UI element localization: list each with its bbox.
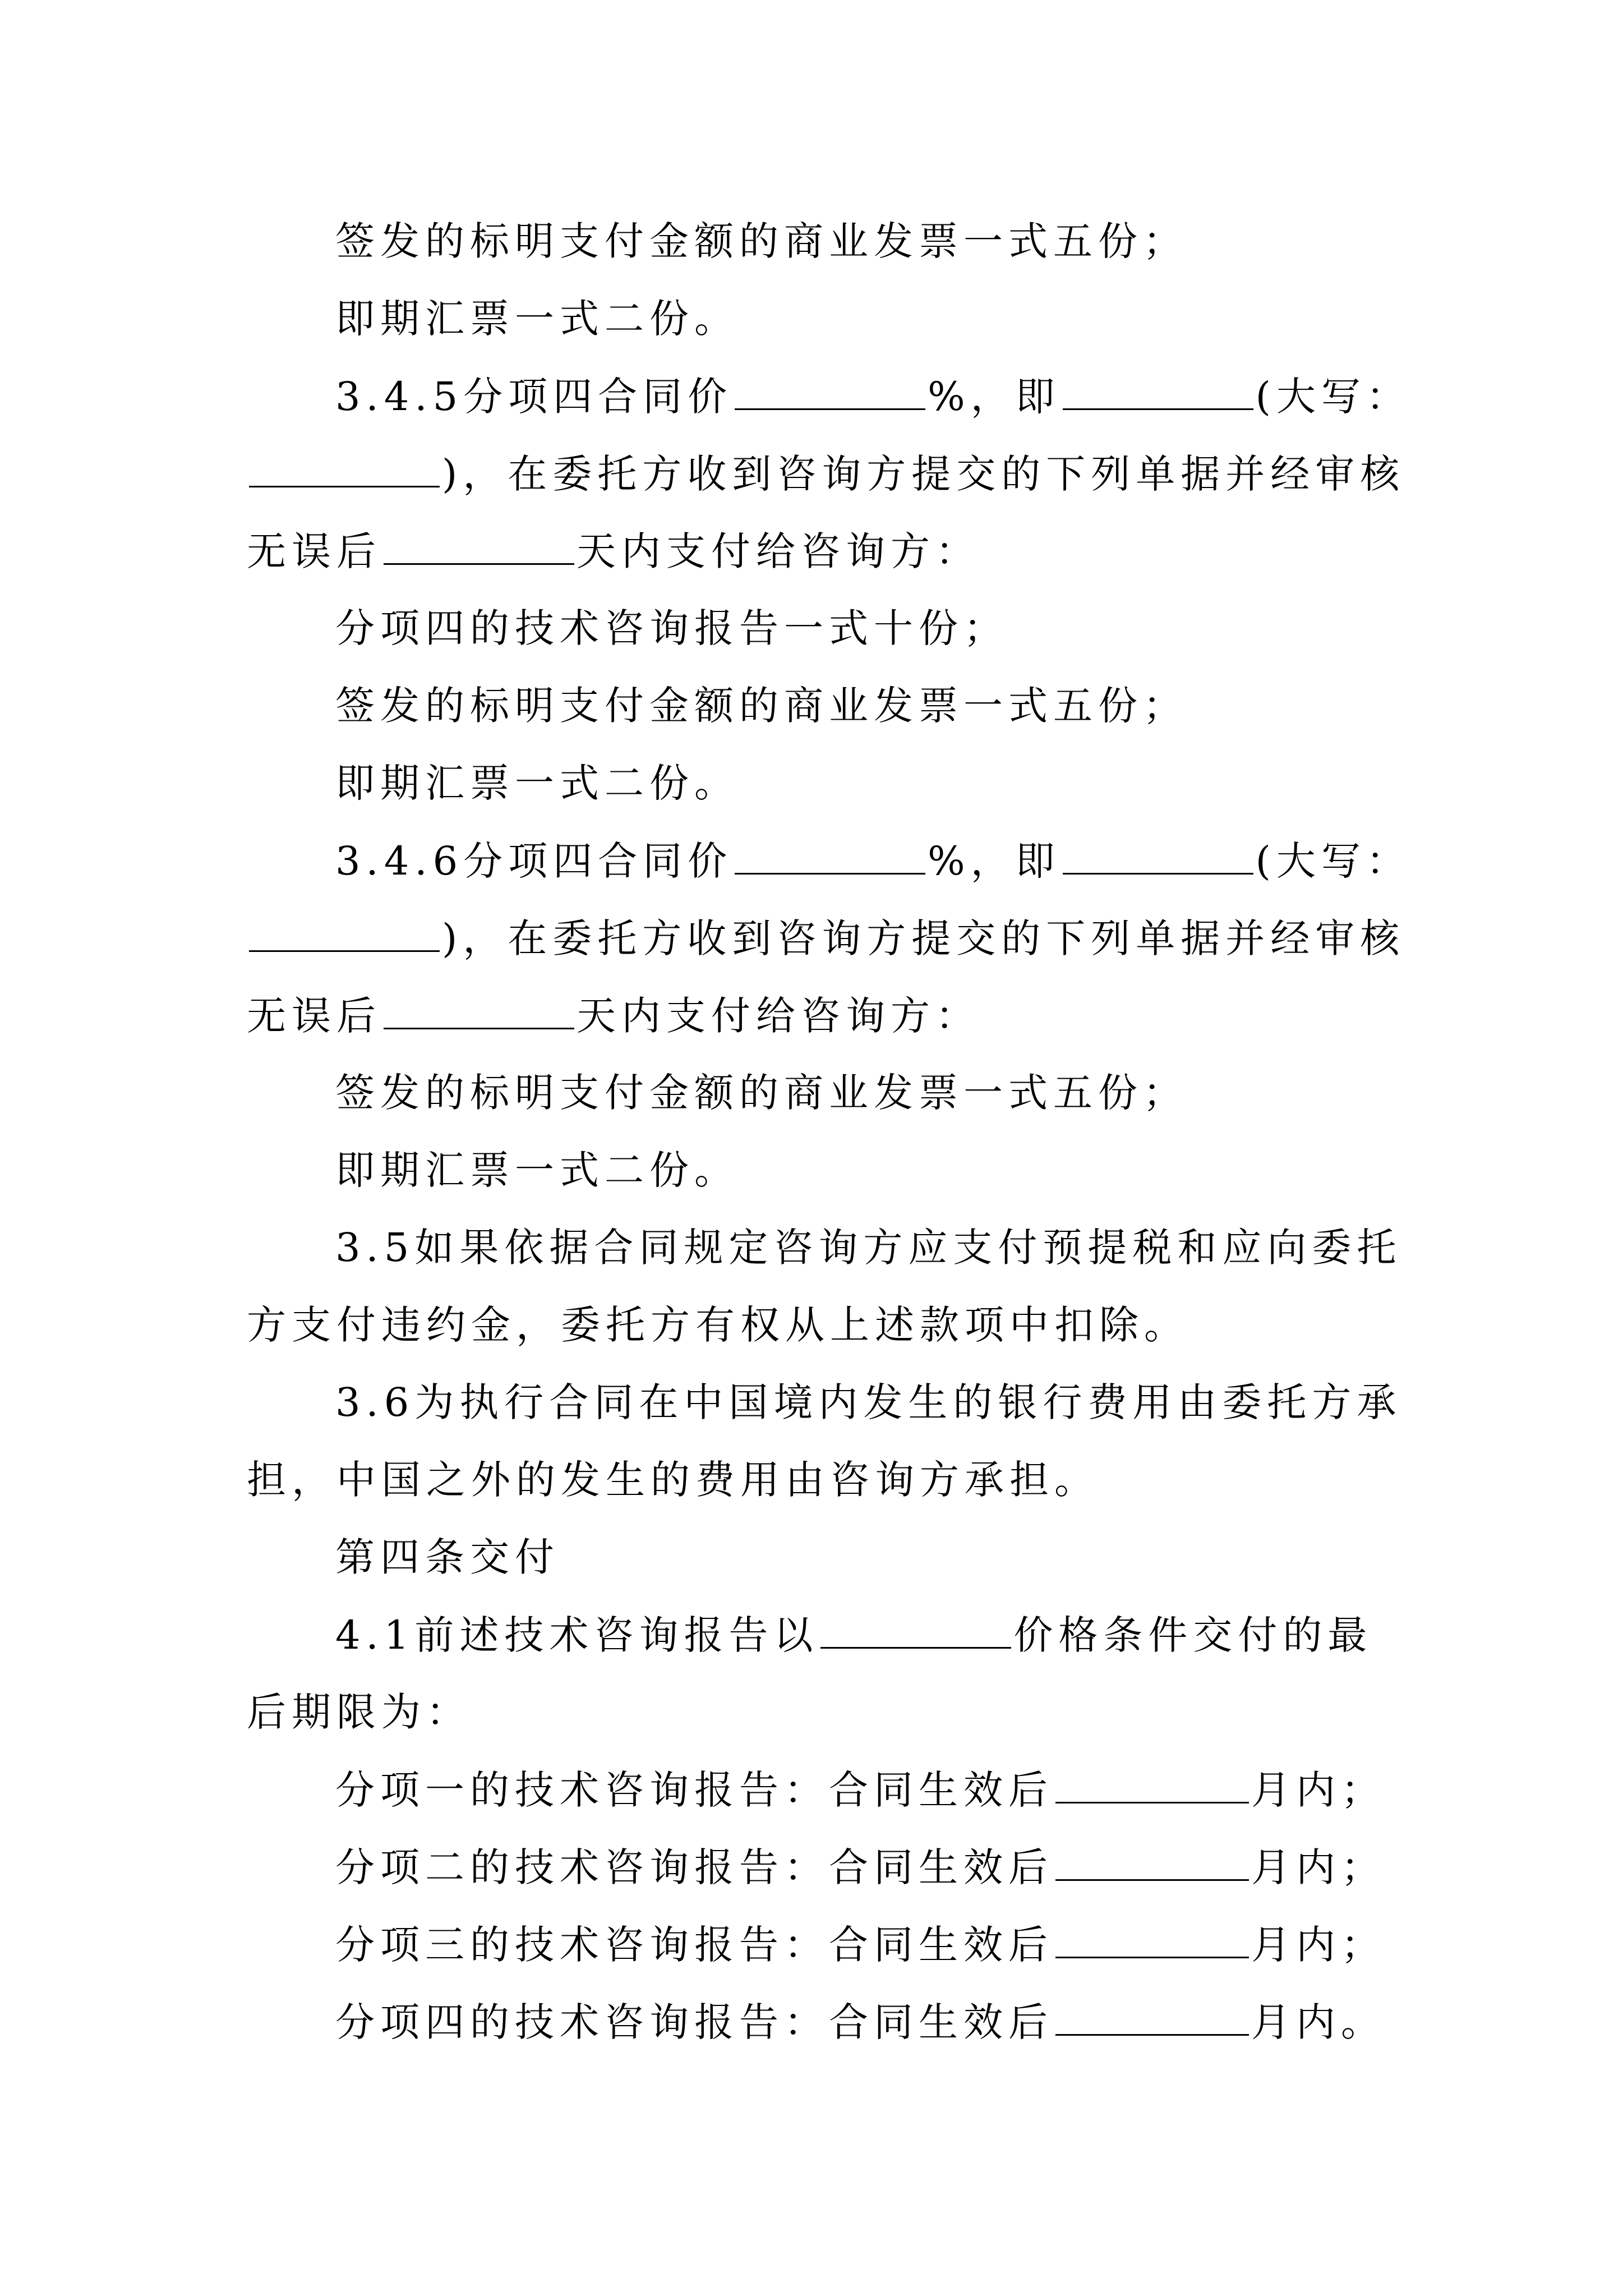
section-heading xyxy=(335,1530,560,1584)
fill-blank[interactable] xyxy=(1063,369,1253,410)
fill-blank[interactable] xyxy=(1055,1763,1249,1803)
text-line xyxy=(335,369,1411,423)
text-span: 即期汇票一式二份。 xyxy=(335,1147,739,1193)
text-line xyxy=(247,447,1405,500)
text-span: 担，中国之外的发生的费用由咨询方承担。 xyxy=(247,1457,1099,1503)
text-span: 后期限为： xyxy=(247,1689,471,1735)
text-span: 签发的标明支付金额的商业发票一式五份； xyxy=(335,1070,1188,1116)
fill-blank[interactable] xyxy=(249,911,440,952)
text-line xyxy=(247,1685,471,1739)
text-span: 天内支付给咨询方： xyxy=(577,528,980,574)
text-span: 3.4.6分项四合同价 xyxy=(335,838,733,884)
fill-blank[interactable] xyxy=(735,834,925,875)
text-line xyxy=(335,1763,1386,1816)
text-line xyxy=(247,988,980,1042)
text-line xyxy=(335,834,1411,887)
text-span: (大写： xyxy=(1255,838,1411,884)
fill-blank[interactable] xyxy=(249,447,440,487)
text-span: 3.4.5分项四合同价 xyxy=(335,374,733,420)
text-line xyxy=(335,1375,1401,1429)
text-span: 分项四的技术咨询报告一式十份； xyxy=(335,605,1008,651)
text-line xyxy=(247,911,1405,965)
text-span: 即期汇票一式二份。 xyxy=(335,296,739,342)
text-span: 月内； xyxy=(1251,1844,1386,1890)
text-line xyxy=(335,292,739,346)
fill-blank[interactable] xyxy=(384,988,574,1029)
text-span: 无误后 xyxy=(247,993,381,1039)
text-span: 分项一的技术咨询报告：合同生效后 xyxy=(335,1767,1053,1813)
text-line xyxy=(335,1995,1386,2049)
text-span: %，即 xyxy=(928,374,1061,420)
text-span: %，即 xyxy=(928,838,1061,884)
text-line xyxy=(247,524,980,578)
text-span: (大写： xyxy=(1255,374,1411,420)
text-line xyxy=(247,1298,1189,1352)
text-line xyxy=(335,1917,1386,1971)
text-span: 第四条交付 xyxy=(335,1534,560,1580)
text-span: 月内； xyxy=(1251,1767,1386,1813)
text-span: 分项四的技术咨询报告：合同生效后 xyxy=(335,1999,1053,2045)
fill-blank[interactable] xyxy=(735,369,925,410)
text-span: 4.1前述技术咨询报告以 xyxy=(335,1612,819,1658)
fill-blank[interactable] xyxy=(1055,1917,1249,1958)
fill-blank[interactable] xyxy=(1055,1995,1249,2036)
text-span: 签发的标明支付金额的商业发票一式五份； xyxy=(335,683,1188,729)
text-span: 方支付违约金，委托方有权从上述款项中扣除。 xyxy=(247,1302,1189,1348)
text-span: 签发的标明支付金额的商业发票一式五份； xyxy=(335,218,1188,264)
fill-blank[interactable] xyxy=(820,1608,1011,1649)
text-span: 分项三的技术咨询报告：合同生效后 xyxy=(335,1922,1053,1968)
text-span: 无误后 xyxy=(247,528,381,574)
text-span: 天内支付给咨询方： xyxy=(577,993,980,1039)
text-span: )，在委托方收到咨询方提交的下列单据并经审核 xyxy=(442,915,1405,961)
text-line xyxy=(247,1453,1099,1507)
text-line xyxy=(335,1840,1386,1894)
text-line xyxy=(335,601,1008,655)
fill-blank[interactable] xyxy=(1063,834,1253,875)
text-line xyxy=(335,214,1188,268)
text-span: 3.6为执行合同在中国境内发生的银行费用由委托方承 xyxy=(335,1379,1402,1425)
fill-blank[interactable] xyxy=(1055,1840,1249,1881)
text-span: 分项二的技术咨询报告：合同生效后 xyxy=(335,1844,1053,1890)
text-span: 价格条件交付的最 xyxy=(1013,1612,1373,1658)
text-line xyxy=(335,756,739,810)
text-span: 月内。 xyxy=(1251,1999,1386,2045)
text-line xyxy=(335,1221,1401,1274)
text-span: 月内； xyxy=(1251,1922,1386,1968)
text-span: )，在委托方收到咨询方提交的下列单据并经审核 xyxy=(442,451,1405,497)
text-line xyxy=(335,1143,739,1197)
text-line xyxy=(335,1608,1372,1662)
text-span: 即期汇票一式二份。 xyxy=(335,760,739,806)
fill-blank[interactable] xyxy=(384,524,574,565)
text-span: 3.5如果依据合同规定咨询方应支付预提税和应向委托 xyxy=(335,1225,1402,1271)
text-line xyxy=(335,679,1188,733)
text-line xyxy=(335,1066,1188,1120)
